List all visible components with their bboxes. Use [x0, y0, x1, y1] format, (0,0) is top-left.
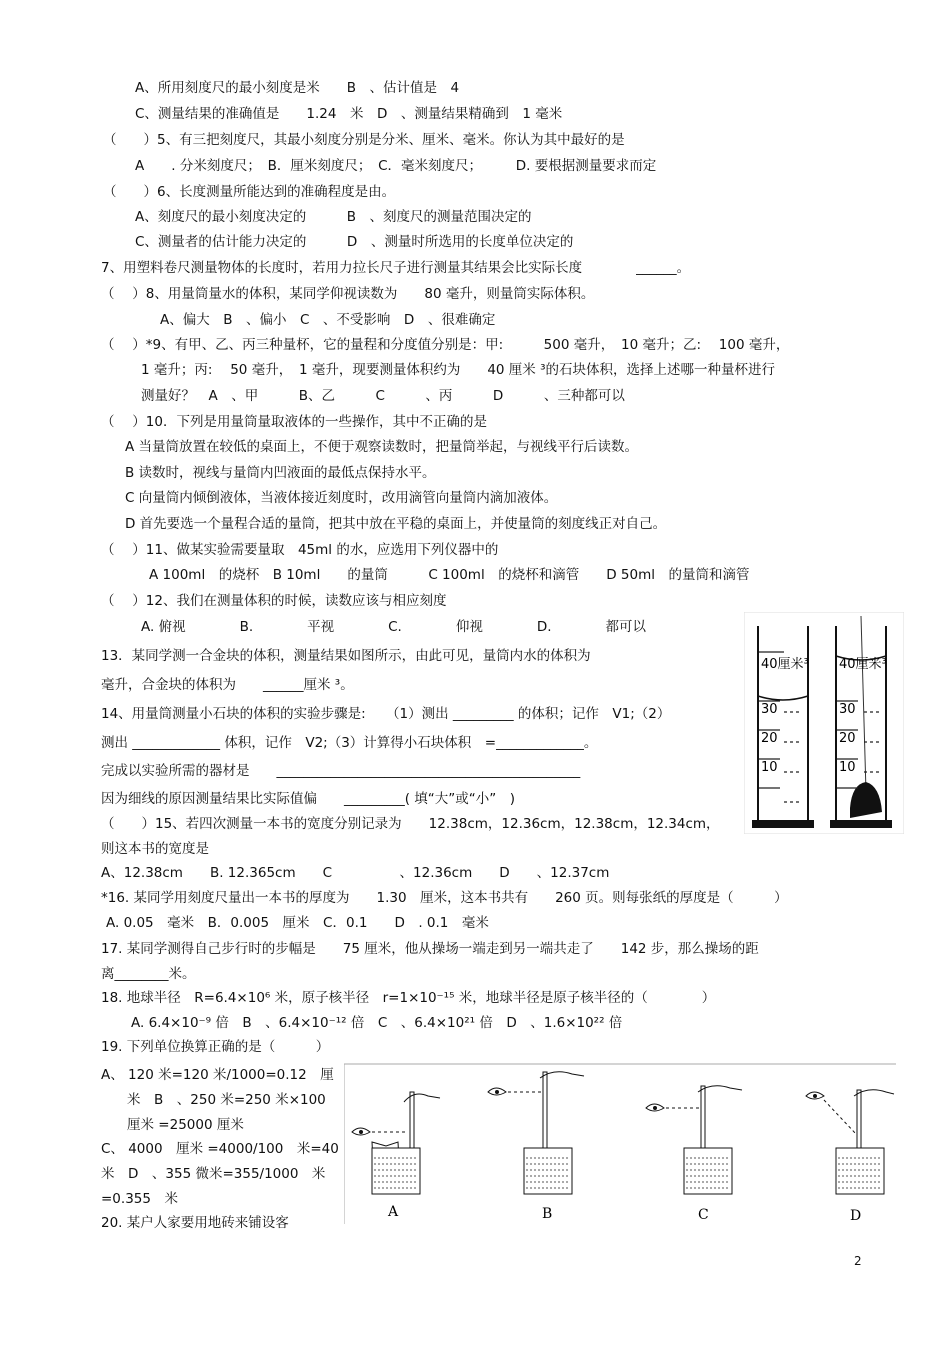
text-line: 厘米 =25000 厘米 [127, 1117, 244, 1133]
option-c-figure [646, 1086, 742, 1194]
option-a-figure [352, 1092, 440, 1194]
text-line: C、测量者的估计能力决定的 D 、测量时所选用的长度单位决定的 [135, 234, 574, 250]
text-line: C、测量结果的准确值是 1.24 米 D 、测量结果精确到 1 毫米 [135, 106, 563, 122]
tick-label: 10 [839, 760, 856, 775]
tick-label: 10 [761, 760, 778, 775]
text-line: （ ）15、若四次测量一本书的宽度分别记录为 12.38cm，12.36cm，12.38cm，12.34cm， [101, 816, 720, 832]
text-line: （ ）*9、有甲、乙、丙三种量杯，它的量程和分度值分别是：甲: 500 毫升， 10 毫升；乙: 100 毫升， [101, 337, 790, 353]
text-line: （ ）8、用量筒量水的体积，某同学仰视读数为 80 毫升，则量筒实际体积。 [101, 286, 595, 302]
text-line: A 100ml 的烧杯 B 10ml 的量筒 C 100ml 的烧杯和滴管 D 50ml 的量筒和滴管 [149, 567, 750, 583]
text-line: 测出 _____________ 体积，记作 V2;（3）计算得小石块体积 =_____________。 [101, 735, 598, 751]
text-line: （ ）11、做某实验需要量取 45ml 的水，应选用下列仪器中的 [101, 542, 499, 558]
option-d-figure [806, 1090, 894, 1194]
text-line: =0.355 米 [101, 1191, 178, 1207]
text-line: （ ）5、有三把刻度尺，其最小刻度分别是分米、厘米、毫米。你认为其中最好的是 [103, 132, 625, 148]
text-line: 毫升，合金块的体积为 ______厘米 ³。 [101, 677, 354, 693]
text-line: 完成以实验所需的器材是 _____________________________________________ [101, 763, 581, 779]
text-line: （ ）6、长度测量所能达到的准确程度是由。 [103, 184, 396, 200]
text-line: 17. 某同学测得自己步行时的步幅是 75 厘米，他从操场一端走到另一端共走了 142 步，那么操场的距 [101, 941, 759, 957]
tick-label: 30 [839, 702, 856, 717]
text-line: A、刻度尺的最小刻度决定的 B 、刻度尺的测量范围决定的 [135, 209, 532, 225]
text-line: A、 120 米=120 米/1000=0.12 厘 [101, 1067, 334, 1083]
text-line: C、 4000 厘米 =4000/100 米=40 [101, 1141, 339, 1157]
reading-method-figure [344, 1062, 896, 1226]
graduated-cylinder-figure [744, 612, 904, 834]
tick-label: 20 [839, 731, 856, 746]
right-cylinder-label: 40厘米³ [839, 657, 887, 672]
text-line: 离________米。 [101, 966, 196, 982]
tick-label: 30 [761, 702, 778, 717]
text-line: 米 B 、250 米=250 米×100 [127, 1092, 326, 1108]
text-line: 米 D 、355 微米=355/1000 米 [101, 1166, 326, 1182]
text-line: 13．某同学测一合金块的体积，测量结果如图所示，由此可见，量筒内水的体积为 [101, 648, 591, 664]
text-line: A . 分米刻度尺； B．厘米刻度尺； C．毫米刻度尺； D. 要根据测量要求而定 [135, 158, 657, 174]
text-line: A、12.38cm B. 12.365cm C 、12.36cm D 、12.37cm [101, 865, 610, 881]
text-line: A、所用刻度尺的最小刻度是米 B 、估计值是 4 [135, 80, 460, 96]
figure-label-d: D [850, 1208, 862, 1224]
text-line: 1 毫升；丙: 50 毫升， 1 毫升，现要测量体积约为 40 厘米 ³的石块体积，选择上述哪一种量杯进行 [141, 362, 775, 378]
figure-label-b: B [542, 1206, 553, 1222]
text-line: A. 6.4×10⁻⁹ 倍 B 、6.4×10⁻¹² 倍 C 、6.4×10²¹ 倍 D 、1.6×10²² 倍 [131, 1015, 623, 1031]
text-line: （ ）12、我们在测量体积的时候，读数应该与相应刻度 [101, 593, 447, 609]
text-line: B 读数时，视线与量筒内凹液面的最低点保持水平。 [125, 465, 436, 481]
text-line: 19. 下列单位换算正确的是（ ） [101, 1039, 330, 1055]
text-line: 7、用塑料卷尺测量物体的长度时，若用力拉长尺子进行测量其结果会比实际长度 ______。 [101, 260, 691, 276]
figure-label-a: A [388, 1204, 399, 1220]
option-b-figure [488, 1072, 584, 1194]
text-line: A 当量筒放置在较低的桌面上，不便于观察读数时，把量筒举起，与视线平行后读数。 [125, 439, 639, 455]
figure-label-c: C [698, 1207, 709, 1223]
text-line: 18. 地球半径 R=6.4×10⁶ 米，原子核半径 r=1×10⁻¹⁵ 米，地球半径是原子核半径的（ ） [101, 990, 716, 1006]
text-line: （ ）10．下列是用量筒量取液体的一些操作，其中不正确的是 [101, 414, 487, 430]
text-line: 因为细线的原因测量结果比实际值偏 _________( 填“大”或“小” ) [101, 791, 516, 807]
text-line: A. 俯视 B. 平视 C. 仰视 D. 都可以 [141, 619, 647, 635]
text-line: 测量好？ A 、甲 B、乙 C 、丙 D 、三种都可以 [141, 388, 625, 404]
text-line: 20. 某户人家要用地砖来铺设客 [101, 1215, 289, 1231]
text-line: A. 0.05 毫米 B．0.005 厘米 C．0.1 D . 0.1 毫米 [106, 915, 489, 931]
text-line: A、偏大 B 、偏小 C 、不受影响 D 、很难确定 [160, 312, 496, 328]
left-cylinder-label: 40厘米³ [761, 657, 809, 672]
text-line: *16. 某同学用刻度尺量出一本书的厚度为 1.30 厘米，这本书共有 260 页。则每张纸的厚度是（ ） [101, 890, 788, 906]
tick-label: 20 [761, 731, 778, 746]
text-line: C 向量筒内倾倒液体，当液体接近刻度时，改用滴管向量筒内滴加液体。 [125, 490, 558, 506]
page-number: 2 [854, 1254, 862, 1268]
text-line: D 首先要选一个量程合适的量筒，把其中放在平稳的桌面上，并使量筒的刻度线正对自己。 [125, 516, 667, 532]
text-line: 14、用量筒测量小石块的体积的实验步骤是: （1）测出 _________ 的体积；记作 V1;（2） [101, 706, 671, 722]
text-line: 则这本书的宽度是 [101, 841, 209, 857]
